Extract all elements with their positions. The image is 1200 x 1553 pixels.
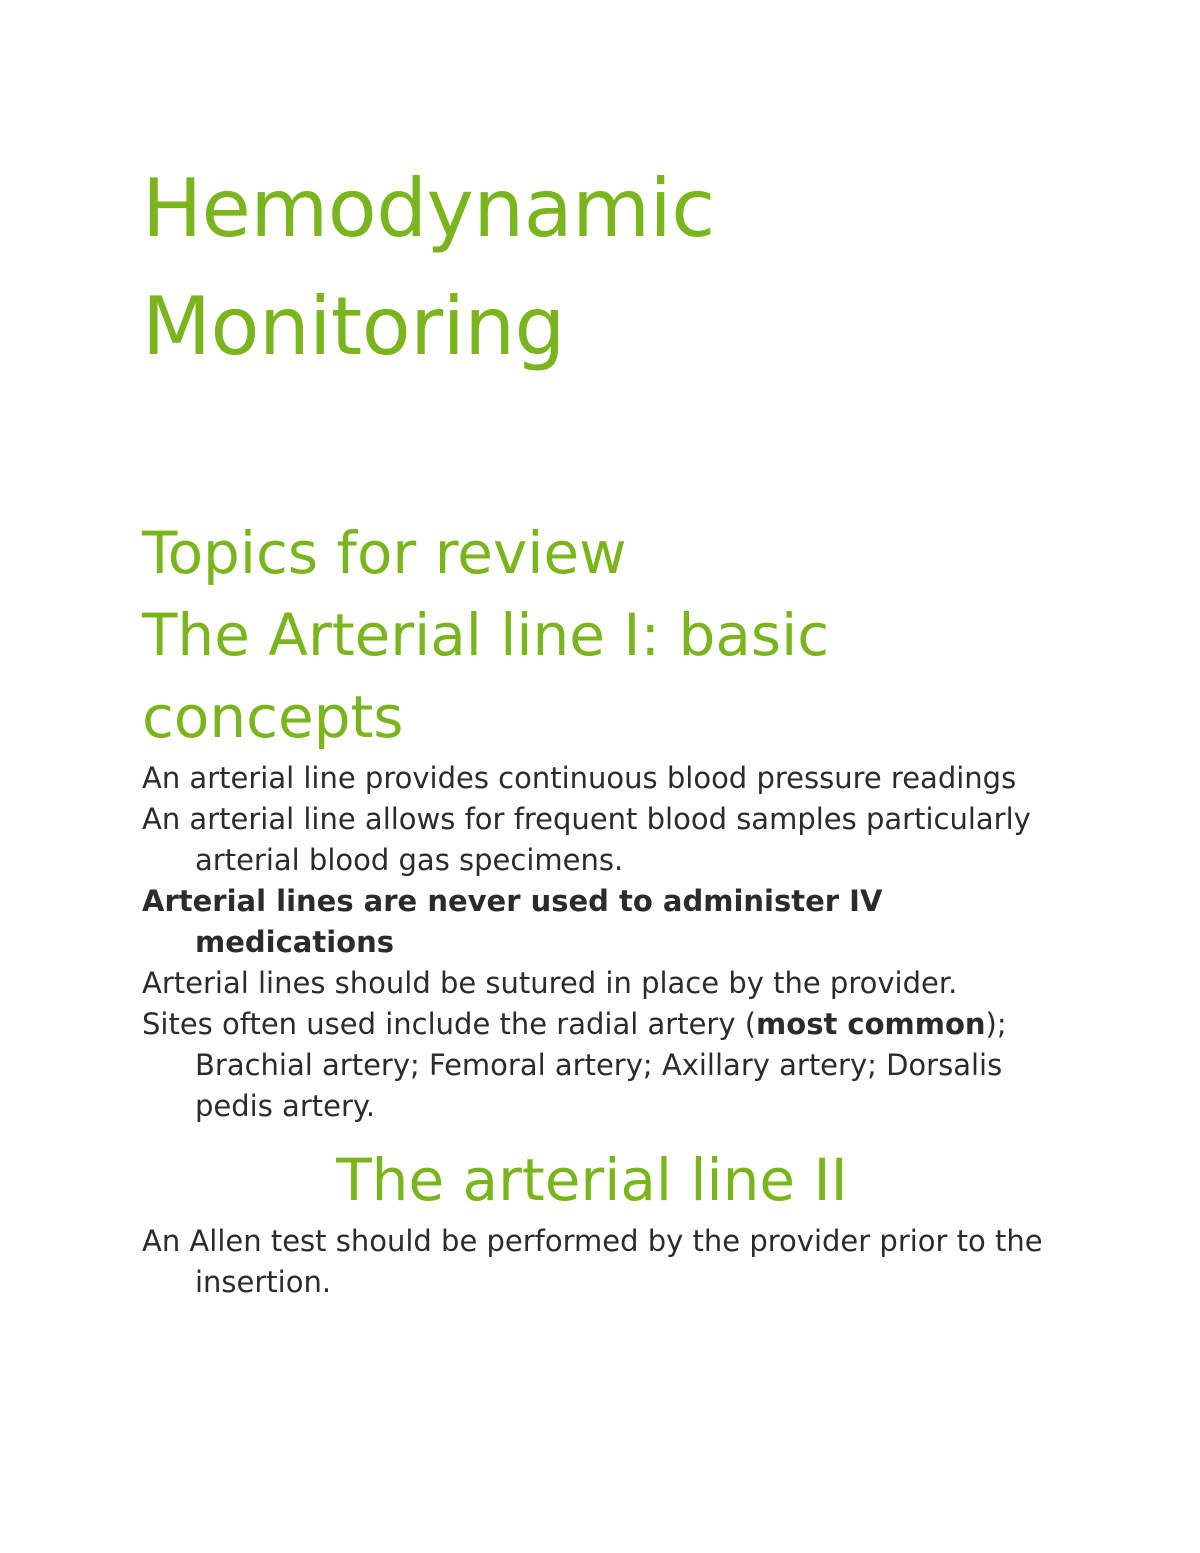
section-1-heading-line-2: concepts — [142, 683, 404, 751]
section-1-bullets — [142, 758, 1062, 1127]
sites-text-before: Sites often used include the radial artery ( — [142, 1007, 757, 1041]
topics-section — [142, 512, 1062, 1303]
topics-heading: Topics for review — [142, 519, 627, 587]
document-title — [142, 150, 1062, 386]
section-1-heading-line-1: The Arterial line I: basic — [142, 601, 830, 669]
sites-text-bold: most common — [756, 1007, 986, 1041]
section-2-bullets — [142, 1221, 1062, 1303]
bullet-never-iv: Arterial lines are never used to administer IV medications — [142, 884, 883, 959]
bullet-sites — [142, 1004, 1062, 1127]
title-line-2: Monitoring — [142, 280, 565, 373]
bullet-allen-test: An Allen test should be performed by the provider prior to the insertion. — [142, 1224, 1043, 1299]
bullet-blood-samples: An arterial line allows for frequent blood samples particularly arterial blood gas specimens. — [142, 802, 1031, 877]
sites-text-after: ); Brachial artery; Femoral artery; Axillary artery; Dorsalis pedis artery. — [195, 1007, 1007, 1123]
bullet-sutured: Arterial lines should be sutured in place by the provider. — [142, 966, 958, 1000]
bullet-continuous-bp: An arterial line provides continuous blood pressure readings — [142, 761, 1017, 795]
document-page — [142, 150, 1062, 1303]
section-1-heading — [142, 594, 1062, 758]
title-line-1: Hemodynamic — [142, 162, 715, 255]
section-2-heading: The arterial line II — [336, 1146, 848, 1214]
